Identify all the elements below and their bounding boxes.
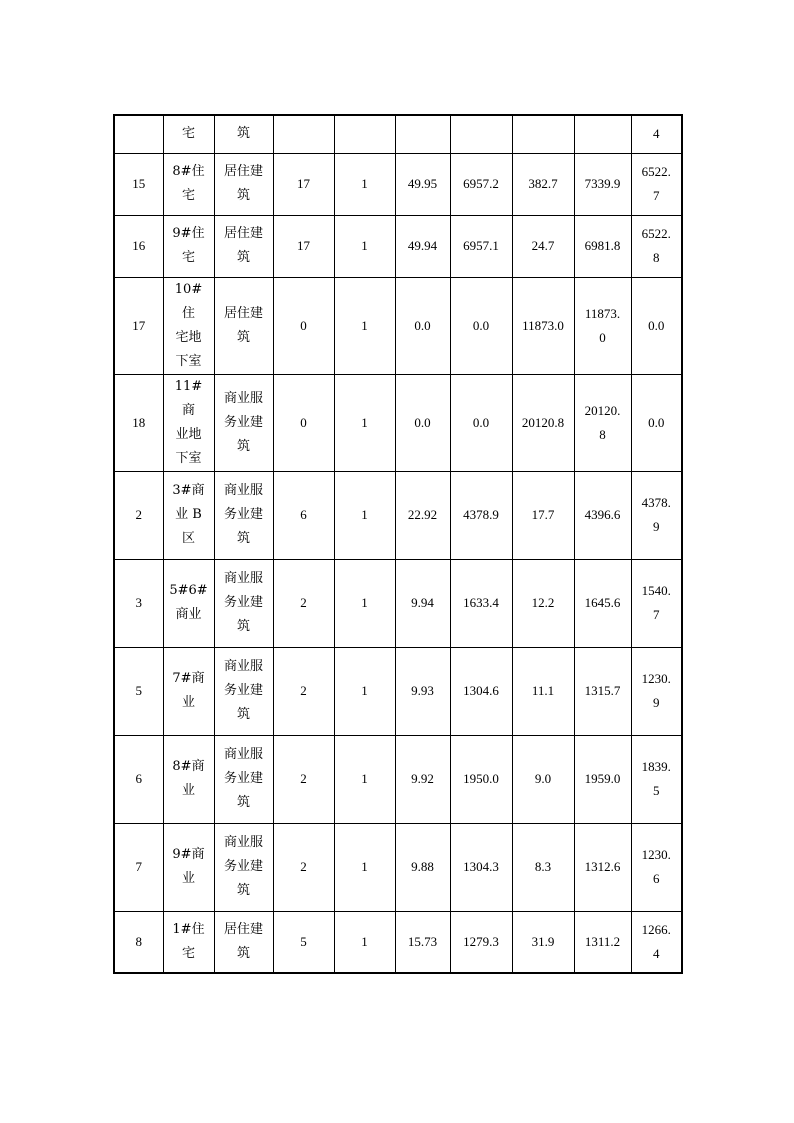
below-ground-area-cell: 11.1 bbox=[512, 647, 574, 735]
cell-line: 9#商 bbox=[172, 847, 205, 862]
floor-count-cell: 0 bbox=[273, 374, 334, 471]
floor-count-cell: 17 bbox=[273, 153, 334, 215]
building-height-cell: 9.92 bbox=[395, 735, 450, 823]
cell-line: 商业服 bbox=[223, 571, 263, 586]
cell-line: 筑 bbox=[236, 883, 250, 898]
above-ground-area-cell: 1279.3 bbox=[450, 911, 512, 973]
below-ground-area-cell: 31.9 bbox=[512, 911, 574, 973]
cell-line: 宅 bbox=[181, 250, 195, 265]
cell-line: 筑 bbox=[236, 126, 250, 142]
cell-line: 居住建 bbox=[223, 226, 263, 241]
floor-count-cell bbox=[273, 115, 334, 153]
last-column-cell bbox=[631, 153, 682, 215]
building-type-cell bbox=[214, 735, 273, 823]
table-row bbox=[114, 559, 682, 647]
cell-line: 商业服 bbox=[223, 747, 263, 762]
building-height-cell: 49.94 bbox=[395, 215, 450, 277]
building-type-cell bbox=[214, 115, 273, 153]
cell-line: 0.0 bbox=[648, 414, 665, 430]
cell-line: 商业服 bbox=[223, 483, 263, 498]
table-row bbox=[114, 374, 682, 471]
cell-line: 11873. bbox=[584, 305, 621, 321]
cell-line: 筑 bbox=[236, 250, 250, 265]
above-ground-area-cell: 1950.0 bbox=[450, 735, 512, 823]
cell-line: 区 bbox=[181, 531, 195, 546]
building-name-cell bbox=[163, 911, 214, 973]
building-count-cell: 1 bbox=[334, 374, 395, 471]
total-area-cell bbox=[574, 559, 631, 647]
above-ground-area-cell: 4378.9 bbox=[450, 471, 512, 559]
cell-line: 务业建 bbox=[223, 507, 263, 522]
total-area-cell bbox=[574, 153, 631, 215]
cell-line: 1959.0 bbox=[584, 771, 621, 786]
cell-line: 9 bbox=[653, 519, 660, 534]
cell-line: 1230. bbox=[641, 671, 671, 686]
cell-line: 1540. bbox=[641, 583, 671, 598]
cell-line: 居住建 bbox=[223, 164, 263, 179]
total-area-cell bbox=[574, 374, 631, 471]
last-column-cell bbox=[631, 911, 682, 973]
floor-count-cell: 6 bbox=[273, 471, 334, 559]
row-number-cell: 16 bbox=[114, 215, 163, 277]
building-name-cell bbox=[163, 215, 214, 277]
cell-line: 筑 bbox=[236, 619, 250, 634]
below-ground-area-cell bbox=[512, 115, 574, 153]
building-count-cell: 1 bbox=[334, 215, 395, 277]
total-area-cell bbox=[574, 277, 631, 374]
building-name-cell bbox=[163, 153, 214, 215]
cell-line: 业 bbox=[181, 871, 195, 886]
building-type-cell bbox=[214, 823, 273, 911]
total-area-cell bbox=[574, 647, 631, 735]
total-area-cell bbox=[574, 911, 631, 973]
cell-line: 8#住 bbox=[172, 164, 205, 179]
building-name-cell bbox=[163, 471, 214, 559]
cell-line: 7339.9 bbox=[584, 176, 621, 191]
building-type-cell bbox=[214, 647, 273, 735]
building-count-cell bbox=[334, 115, 395, 153]
cell-line: 0.0 bbox=[648, 317, 665, 333]
table-row bbox=[114, 277, 682, 374]
cell-line: 筑 bbox=[236, 329, 250, 345]
below-ground-area-cell: 382.7 bbox=[512, 153, 574, 215]
cell-line: 宅 bbox=[181, 188, 195, 203]
total-area-cell bbox=[574, 215, 631, 277]
last-column-cell bbox=[631, 647, 682, 735]
cell-line: 1312.6 bbox=[584, 859, 621, 874]
cell-line: 商业 bbox=[175, 607, 202, 622]
building-name-cell bbox=[163, 374, 214, 471]
cell-line: 务业建 bbox=[223, 771, 263, 786]
floor-count-cell: 2 bbox=[273, 647, 334, 735]
floor-count-cell: 5 bbox=[273, 911, 334, 973]
table-row bbox=[114, 153, 682, 215]
building-count-cell: 1 bbox=[334, 823, 395, 911]
cell-line: 6522. bbox=[641, 226, 671, 241]
row-number-cell: 5 bbox=[114, 647, 163, 735]
table-row bbox=[114, 471, 682, 559]
last-column-cell bbox=[631, 215, 682, 277]
cell-line: 务业建 bbox=[223, 683, 263, 698]
cell-line: 1839. bbox=[641, 759, 671, 774]
cell-line: 1#住 bbox=[172, 921, 205, 937]
above-ground-area-cell: 1633.4 bbox=[450, 559, 512, 647]
building-height-cell: 0.0 bbox=[395, 374, 450, 471]
cell-line: 宅 bbox=[181, 126, 195, 142]
table-row bbox=[114, 115, 682, 153]
last-column-cell bbox=[631, 735, 682, 823]
row-number-cell: 17 bbox=[114, 277, 163, 374]
building-type-cell bbox=[214, 471, 273, 559]
cell-line: 业地 bbox=[175, 426, 202, 442]
building-name-cell bbox=[163, 647, 214, 735]
cell-line: 8#商 bbox=[172, 759, 205, 774]
table-row bbox=[114, 823, 682, 911]
cell-line: 筑 bbox=[236, 438, 250, 454]
cell-line: 居住建 bbox=[223, 921, 263, 937]
total-area-cell bbox=[574, 823, 631, 911]
below-ground-area-cell: 17.7 bbox=[512, 471, 574, 559]
last-column-cell bbox=[631, 277, 682, 374]
cell-line: 务业建 bbox=[223, 859, 263, 874]
cell-line: 商业服 bbox=[223, 659, 263, 674]
above-ground-area-cell bbox=[450, 115, 512, 153]
cell-line: 业 B bbox=[175, 507, 202, 522]
cell-line: 务业建 bbox=[223, 595, 263, 610]
building-count-cell: 1 bbox=[334, 153, 395, 215]
building-height-cell: 15.73 bbox=[395, 911, 450, 973]
last-column-cell bbox=[631, 471, 682, 559]
building-data-table bbox=[113, 114, 683, 974]
last-column-cell bbox=[631, 559, 682, 647]
last-column-cell bbox=[631, 374, 682, 471]
cell-line: 5 bbox=[653, 783, 660, 798]
building-name-cell bbox=[163, 823, 214, 911]
cell-line: 7#商 bbox=[172, 671, 205, 686]
total-area-cell bbox=[574, 735, 631, 823]
cell-line: 筑 bbox=[236, 707, 250, 722]
below-ground-area-cell: 8.3 bbox=[512, 823, 574, 911]
row-number-cell bbox=[114, 115, 163, 153]
cell-line: 4378. bbox=[641, 495, 671, 510]
building-type-cell bbox=[214, 911, 273, 973]
above-ground-area-cell: 0.0 bbox=[450, 277, 512, 374]
cell-line: 1230. bbox=[641, 847, 671, 862]
cell-line: 1315.7 bbox=[584, 683, 621, 698]
cell-line: 商业服 bbox=[223, 390, 263, 406]
cell-line: 6522. bbox=[641, 164, 671, 179]
cell-line: 8 bbox=[653, 250, 660, 265]
cell-line: 4396.6 bbox=[584, 507, 621, 522]
last-column-cell bbox=[631, 823, 682, 911]
building-type-cell bbox=[214, 277, 273, 374]
row-number-cell: 8 bbox=[114, 911, 163, 973]
cell-line: 5#6# bbox=[169, 583, 208, 598]
cell-line: 9#住 bbox=[172, 226, 205, 241]
above-ground-area-cell: 0.0 bbox=[450, 374, 512, 471]
table-row bbox=[114, 647, 682, 735]
floor-count-cell: 17 bbox=[273, 215, 334, 277]
building-height-cell: 9.93 bbox=[395, 647, 450, 735]
below-ground-area-cell: 9.0 bbox=[512, 735, 574, 823]
table-row bbox=[114, 735, 682, 823]
floor-count-cell: 2 bbox=[273, 735, 334, 823]
building-name-cell bbox=[163, 559, 214, 647]
below-ground-area-cell: 12.2 bbox=[512, 559, 574, 647]
cell-line: 下室 bbox=[175, 353, 202, 369]
building-type-cell bbox=[214, 215, 273, 277]
building-height-cell: 0.0 bbox=[395, 277, 450, 374]
cell-line: 商业服 bbox=[223, 835, 263, 850]
cell-line: 6981.8 bbox=[584, 238, 621, 253]
building-name-cell bbox=[163, 115, 214, 153]
cell-line: 4 bbox=[653, 945, 660, 961]
floor-count-cell: 2 bbox=[273, 559, 334, 647]
row-number-cell: 15 bbox=[114, 153, 163, 215]
total-area-cell bbox=[574, 115, 631, 153]
building-count-cell: 1 bbox=[334, 647, 395, 735]
floor-count-cell: 2 bbox=[273, 823, 334, 911]
building-height-cell: 9.88 bbox=[395, 823, 450, 911]
below-ground-area-cell: 24.7 bbox=[512, 215, 574, 277]
below-ground-area-cell: 11873.0 bbox=[512, 277, 574, 374]
building-count-cell: 1 bbox=[334, 735, 395, 823]
cell-line: 筑 bbox=[236, 945, 250, 961]
building-name-cell bbox=[163, 277, 214, 374]
above-ground-area-cell: 1304.6 bbox=[450, 647, 512, 735]
building-height-cell: 9.94 bbox=[395, 559, 450, 647]
above-ground-area-cell: 6957.2 bbox=[450, 153, 512, 215]
cell-line: 筑 bbox=[236, 795, 250, 810]
row-number-cell: 6 bbox=[114, 735, 163, 823]
cell-line: 1311.2 bbox=[584, 933, 621, 949]
cell-line: 业 bbox=[181, 695, 195, 710]
cell-line: 务业建 bbox=[223, 414, 263, 430]
cell-line: 筑 bbox=[236, 188, 250, 203]
cell-line: 业 bbox=[181, 783, 195, 798]
cell-line: 筑 bbox=[236, 531, 250, 546]
row-number-cell: 2 bbox=[114, 471, 163, 559]
cell-line: 9 bbox=[653, 695, 660, 710]
cell-line: 6 bbox=[653, 871, 660, 886]
building-type-cell bbox=[214, 374, 273, 471]
cell-line: 11#商 bbox=[174, 378, 203, 418]
cell-line: 宅 bbox=[181, 945, 195, 961]
table-row bbox=[114, 911, 682, 973]
cell-line: 1645.6 bbox=[584, 595, 621, 610]
cell-line: 1266. bbox=[641, 921, 671, 937]
building-height-cell bbox=[395, 115, 450, 153]
building-name-cell bbox=[163, 735, 214, 823]
building-type-cell bbox=[214, 153, 273, 215]
building-height-cell: 49.95 bbox=[395, 153, 450, 215]
building-type-cell bbox=[214, 559, 273, 647]
row-number-cell: 3 bbox=[114, 559, 163, 647]
cell-line: 4 bbox=[653, 126, 660, 142]
above-ground-area-cell: 6957.1 bbox=[450, 215, 512, 277]
floor-count-cell: 0 bbox=[273, 277, 334, 374]
above-ground-area-cell: 1304.3 bbox=[450, 823, 512, 911]
building-count-cell: 1 bbox=[334, 559, 395, 647]
last-column-cell bbox=[631, 115, 682, 153]
cell-line: 0 bbox=[599, 329, 606, 345]
cell-line: 10#住 bbox=[174, 281, 203, 321]
cell-line: 7 bbox=[653, 607, 660, 622]
building-count-cell: 1 bbox=[334, 471, 395, 559]
building-height-cell: 22.92 bbox=[395, 471, 450, 559]
row-number-cell: 18 bbox=[114, 374, 163, 471]
total-area-cell bbox=[574, 471, 631, 559]
building-count-cell: 1 bbox=[334, 911, 395, 973]
row-number-cell: 7 bbox=[114, 823, 163, 911]
cell-line: 宅地 bbox=[175, 329, 202, 345]
table-row bbox=[114, 215, 682, 277]
cell-line: 7 bbox=[653, 188, 660, 203]
cell-line: 居住建 bbox=[223, 305, 263, 321]
cell-line: 3#商 bbox=[172, 483, 205, 498]
cell-line: 8 bbox=[599, 426, 606, 442]
cell-line: 20120. bbox=[584, 402, 621, 418]
cell-line: 下室 bbox=[175, 450, 202, 466]
below-ground-area-cell: 20120.8 bbox=[512, 374, 574, 471]
building-count-cell: 1 bbox=[334, 277, 395, 374]
